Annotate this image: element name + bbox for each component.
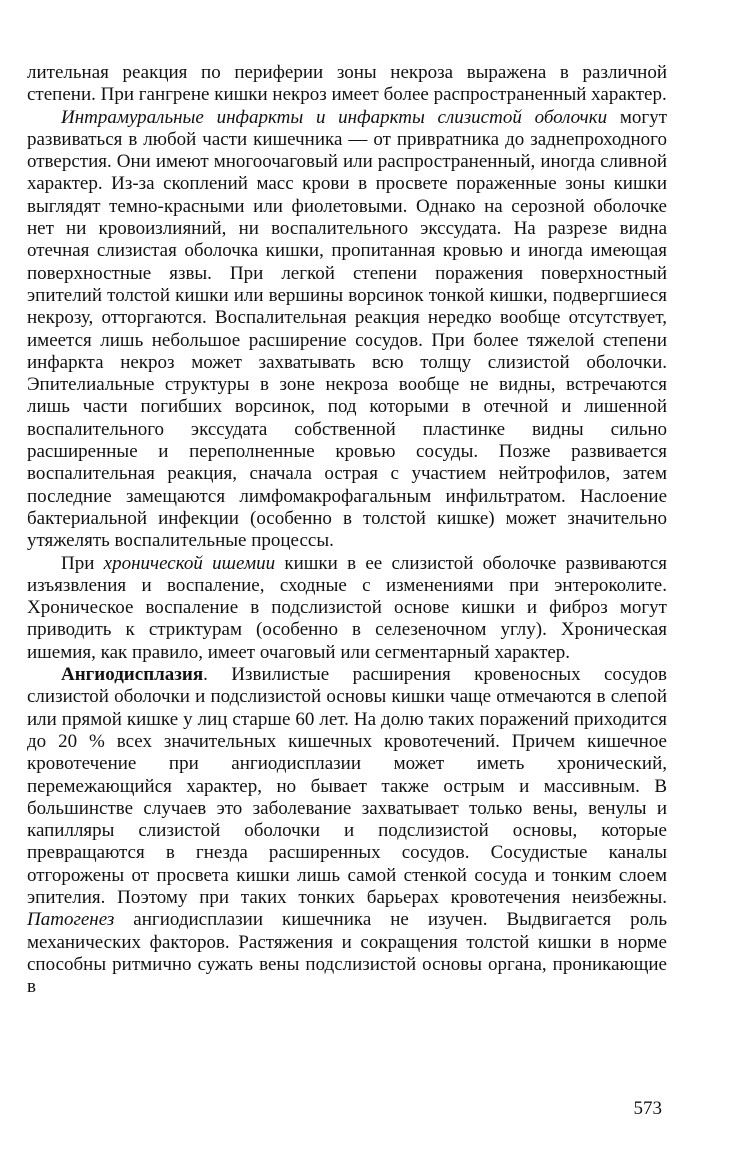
paragraph-continuation	[27, 62, 667, 107]
paragraph-text: ангиодисплазии кишечника не изучен. Выдвигается роль механических факторов. Растяжения и сокращения толстой кишки в норме способны ритмично сужать вены подслизистой основы органа, проникающие в	[27, 909, 667, 998]
page-body	[27, 62, 667, 998]
paragraph-angiodysplasia	[27, 664, 667, 998]
bold-heading: Ангиодисплазия	[61, 664, 204, 686]
page-number: 573	[633, 1098, 662, 1119]
italic-term: хронической ишемии	[103, 552, 276, 574]
paragraph-text: лительная реакция по периферии зоны некроза выражена в различной степени. При гангрене кишки некроз имеет более распространенный характер.	[27, 62, 667, 106]
paragraph-text: При	[61, 552, 104, 574]
paragraph-chronic-ischemia	[27, 553, 667, 664]
paragraph-infarcts	[27, 107, 667, 553]
paragraph-text: . Извилистые расширения кровеносных сосудов слизистой оболочки и подслизистой основы кишки чаще отмечаются в слепой или прямой кишке у лиц старше 60 лет. На долю таких поражений приходится до 20 % всех значительных кишечных кровотечений. Причем кишечное кровотечение при ангиодисплазии может иметь хронический, перемежающийся характер, но бывает также острым и массивным. В большинстве случаев это заболевание захватывает только вены, венулы и капилляры слизистой оболочки и подслизистой основы, которые превращаются в гнезда расширенных сосудов. Сосудистые каналы отгорожены от просвета кишки лишь самой стенкой сосуда и тонким слоем эпителия. Поэтому при таких тонких барьерах кровотечения неизбежны.	[27, 664, 667, 908]
paragraph-text: могут развиваться в любой части кишечника — от привратника до заднепроходного отверстия. Они имеют многоочаговый или распространенный, иногда сливной характер. Из-за скоплений масс крови в просвете пораженные зоны кишки выглядят темно-красными или фиолетовыми. Однако на серозной оболочке нет ни кровоизлияний, ни воспалительного экссудата. На разрезе видна отечная слизистая оболочка кишки, пропитанная кровью и иногда имеющая поверхностные язвы. При легкой степени поражения поверхностный эпителий толстой кишки или вершины ворсинок тонкой кишки, подвергшиеся некрозу, отторгаются. Воспалительная реакция нередко вообще отсутствует, имеется лишь небольшое расширение сосудов. При более тяжелой степени инфаркта некроз может захватывать всю толщу слизистой оболочки. Эпителиальные структуры в зоне некроза вообще не видны, встречаются лишь части погибших ворсинок, под которыми в отечной и лишенной воспалительного экссудата собственной пластинке видны сильно расширенные и переполненные кровью сосуды. Позже развивается воспалительная реакция, сначала острая с участием нейтрофилов, затем последние замещаются лимфомакрофагальным инфильтратом. Наслоение бактериальной инфекции (особенно в толстой кишке) может значительно утяжелять воспалительные процессы.	[27, 106, 667, 552]
italic-term: Интрамуральные инфаркты и инфаркты слизистой оболочки	[61, 106, 608, 128]
paragraph-text: кишки в ее слизистой оболочке развиваются изъязвления и воспаление, сходные с изменениями при энтероколите. Хроническое воспаление в подслизистой основе кишки и фиброз могут приводить к стриктурам (особенно в селезеночном углу). Хроническая ишемия, как правило, имеет очаговый или сегментарный характер.	[27, 552, 667, 663]
italic-term: Патогенез	[27, 909, 115, 931]
